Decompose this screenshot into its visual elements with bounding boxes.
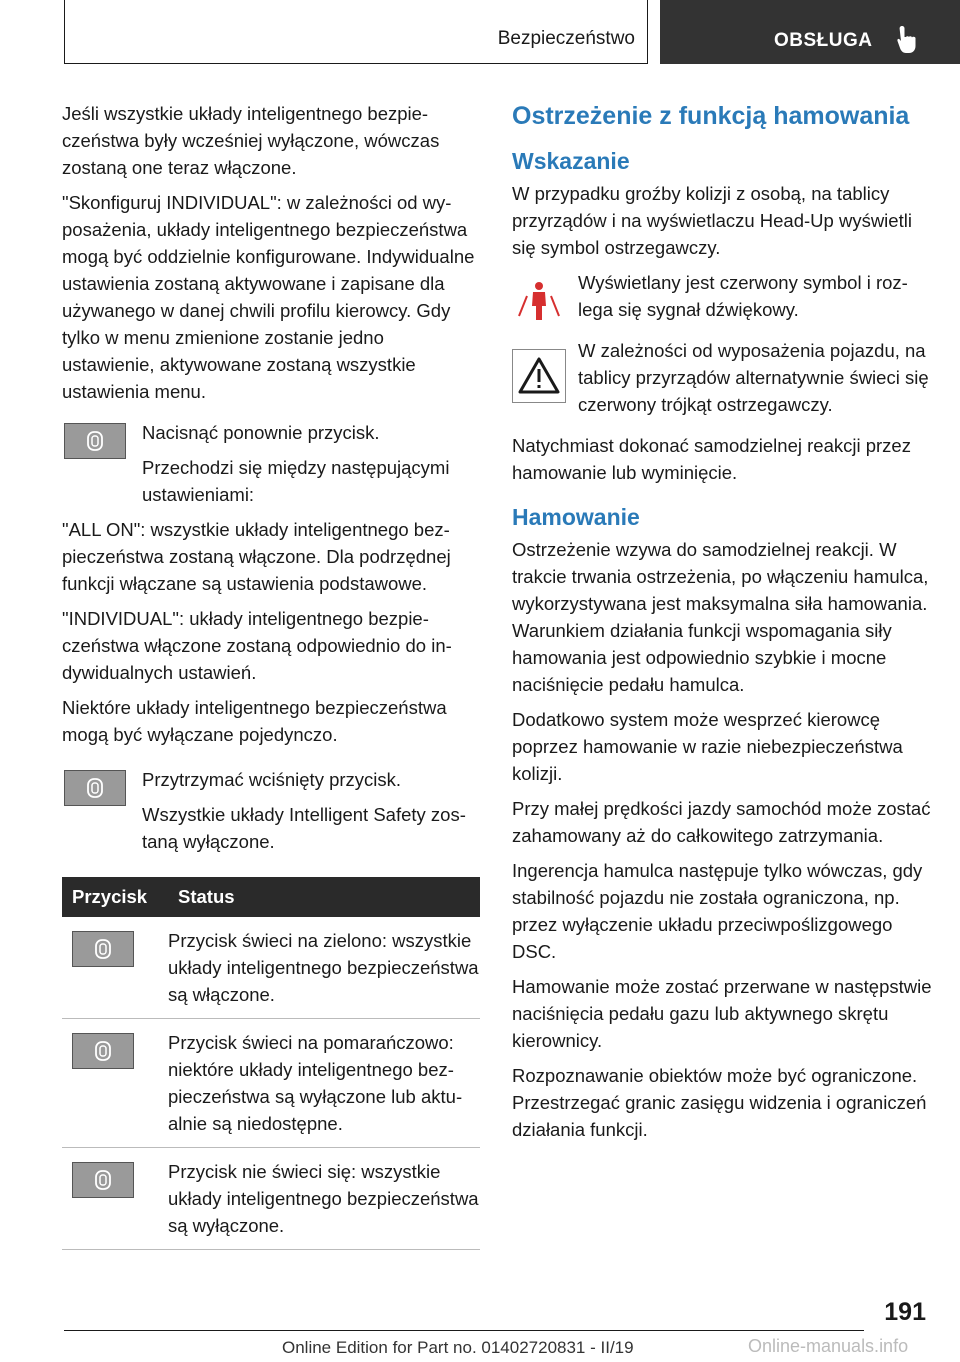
- left-column: [62, 100, 480, 1250]
- table-header-status: Status: [168, 877, 480, 917]
- safety-button-image: [64, 770, 126, 806]
- warning-triangle-image: [512, 349, 566, 403]
- subsection-title: Hamowanie: [512, 504, 640, 530]
- table-cell-button: [62, 917, 168, 1019]
- button-instruction: [62, 419, 480, 508]
- paragraph: "Skonfiguruj INDIVIDUAL": w zależności od wyposażenia, układy inteligentnego bezpieczeństwa mogą być oddzielnie konfigurowane. Indywidualne ustawienia zostaną aktywowane i zapisane dla używanego w danej chwili profilu kierowcy. Gdy tylko w menu zmienione zostanie jedno ustawienie, aktywowane zostaną wszystkie ustawienia menu.: [62, 192, 475, 402]
- warning-text: Wyświetlany jest czerwony symbol i rozlega się sygnał dźwiękowy.: [578, 272, 908, 320]
- table-row: [62, 1019, 480, 1148]
- header-section-title: Bezpieczeństwo: [497, 28, 635, 49]
- paragraph: Jeśli wszystkie układy inteligentnego bezpieczeństwa były wcześniej wyłączone, wówczas zostaną one teraz włączone.: [62, 103, 440, 178]
- car-safety-icon: [86, 777, 104, 799]
- safety-button-image: [72, 931, 134, 967]
- button-status-table: [62, 877, 480, 1250]
- paragraph: Ostrzeżenie wzywa do samodzielnej reakcji. W trakcie trwania ostrzeżenia, po włączeniu hamulca, wykorzystywana jest maksymalna siła hamowania. Warunkiem działania funkcji wspomagania siły hamowania jest odpowiednio szybkie i mocne naciśnięcie pedału hamulca.: [512, 539, 929, 695]
- instruction-text: Przytrzymać wciśnięty przycisk.: [142, 769, 402, 790]
- pedestrian-warning-icon: [514, 276, 564, 326]
- footer-edition: Online Edition for Part no. 01402720831 - II/19: [282, 1338, 634, 1357]
- paragraph: Przy małej prędkości jazdy samochód może zostać zahamowany aż do całkowitego zatrzymania.: [512, 798, 931, 846]
- paragraph: Przechodzi się między następującymi ustawieniami:: [142, 457, 450, 505]
- table-cell-button: [62, 1019, 168, 1148]
- warning-symbol-row: [512, 269, 932, 323]
- paragraph: Rozpoznawanie obiektów może być ograniczone. Przestrzegać granic zasięgu widzenia i ograniczeń działania funkcji.: [512, 1065, 927, 1140]
- pedestrian-warning-image: [512, 273, 566, 329]
- pointing-hand-icon: [896, 24, 922, 54]
- safety-button-image: [72, 1033, 134, 1069]
- warning-symbol-row: [512, 337, 932, 418]
- table-cell-status: Przycisk świeci na pomarańczowo: niektóre układy inteligentnego bezpieczeństwa są wyłączone lub aktualnie są niedostępne.: [168, 1019, 480, 1148]
- table-header-button: Przycisk: [62, 877, 168, 917]
- instruction-text: Nacisnąć ponownie przycisk.: [142, 422, 380, 443]
- warning-triangle-icon: [517, 356, 561, 396]
- table-row: [62, 1148, 480, 1250]
- paragraph: "ALL ON": wszystkie układy inteligentnego bezpieczeństwa zostaną włączone. Dla podrzędnej funkcji włączane są ustawienia podstawowe.: [62, 519, 451, 594]
- footer-watermark: Online-manuals.info: [748, 1336, 909, 1356]
- paragraph: Natychmiast dokonać samodzielnej reakcji przez hamowanie lub wyminięcie.: [512, 435, 911, 483]
- safety-button-image: [72, 1162, 134, 1198]
- page-number: 191: [884, 1298, 926, 1326]
- paragraph: Ingerencja hamulca następuje tylko wówczas, gdy stabilność pojazdu nie została ograniczona, np. przez wyłączenie układu przeciwpoślizgowego DSC.: [512, 860, 923, 962]
- safety-button-image: [64, 423, 126, 459]
- paragraph: "INDIVIDUAL": układy inteligentnego bezpieczeństwa włączone zostaną odpowiednio do indywidualnych ustawień.: [62, 608, 452, 683]
- paragraph: Hamowanie może zostać przerwane w następstwie naciśnięcia pedału gazu lub aktywnego skrętu kierownicy.: [512, 976, 932, 1051]
- table-cell-status: Przycisk nie świeci się: wszystkie układy inteligentnego bezpieczeństwa są wyłączone.: [168, 1148, 480, 1250]
- table-cell-button: [62, 1148, 168, 1250]
- table-cell-status: Przycisk świeci na zielono: wszystkie układy inteligentnego bezpieczeństwa są włączone.: [168, 917, 480, 1019]
- header-chapter-title: OBSŁUGA: [774, 30, 873, 51]
- car-safety-icon: [94, 1169, 112, 1191]
- warning-text: W zależności od wyposażenia pojazdu, na tablicy przyrządów alternatywnie świeci się czerwony trójkąt ostrzegawczy.: [578, 340, 929, 415]
- paragraph: Dodatkowo system może wesprzeć kierowcę poprzez hamowanie w razie niebezpieczeństwa kolizji.: [512, 709, 903, 784]
- footer-divider: [64, 1330, 864, 1331]
- subsection-title: Wskazanie: [512, 148, 630, 174]
- table-row: [62, 917, 480, 1019]
- right-column: [512, 100, 932, 1151]
- paragraph: Niektóre układy inteligentnego bezpieczeństwa mogą być wyłączane pojedynczo.: [62, 697, 447, 745]
- car-safety-icon: [86, 430, 104, 452]
- paragraph: Wszystkie układy Intelligent Safety zostaną wyłączone.: [142, 804, 466, 852]
- car-safety-icon: [94, 1040, 112, 1062]
- car-safety-icon: [94, 938, 112, 960]
- button-instruction: [62, 766, 480, 855]
- header-section-box: [64, 0, 648, 64]
- paragraph: W przypadku groźby kolizji z osobą, na tablicy przyrządów i na wyświetlaczu Head-Up wyświetli się symbol ostrzegawczy.: [512, 183, 912, 258]
- section-title: Ostrzeżenie z funkcją hamowania: [512, 102, 910, 130]
- header-chapter-box: [660, 0, 960, 64]
